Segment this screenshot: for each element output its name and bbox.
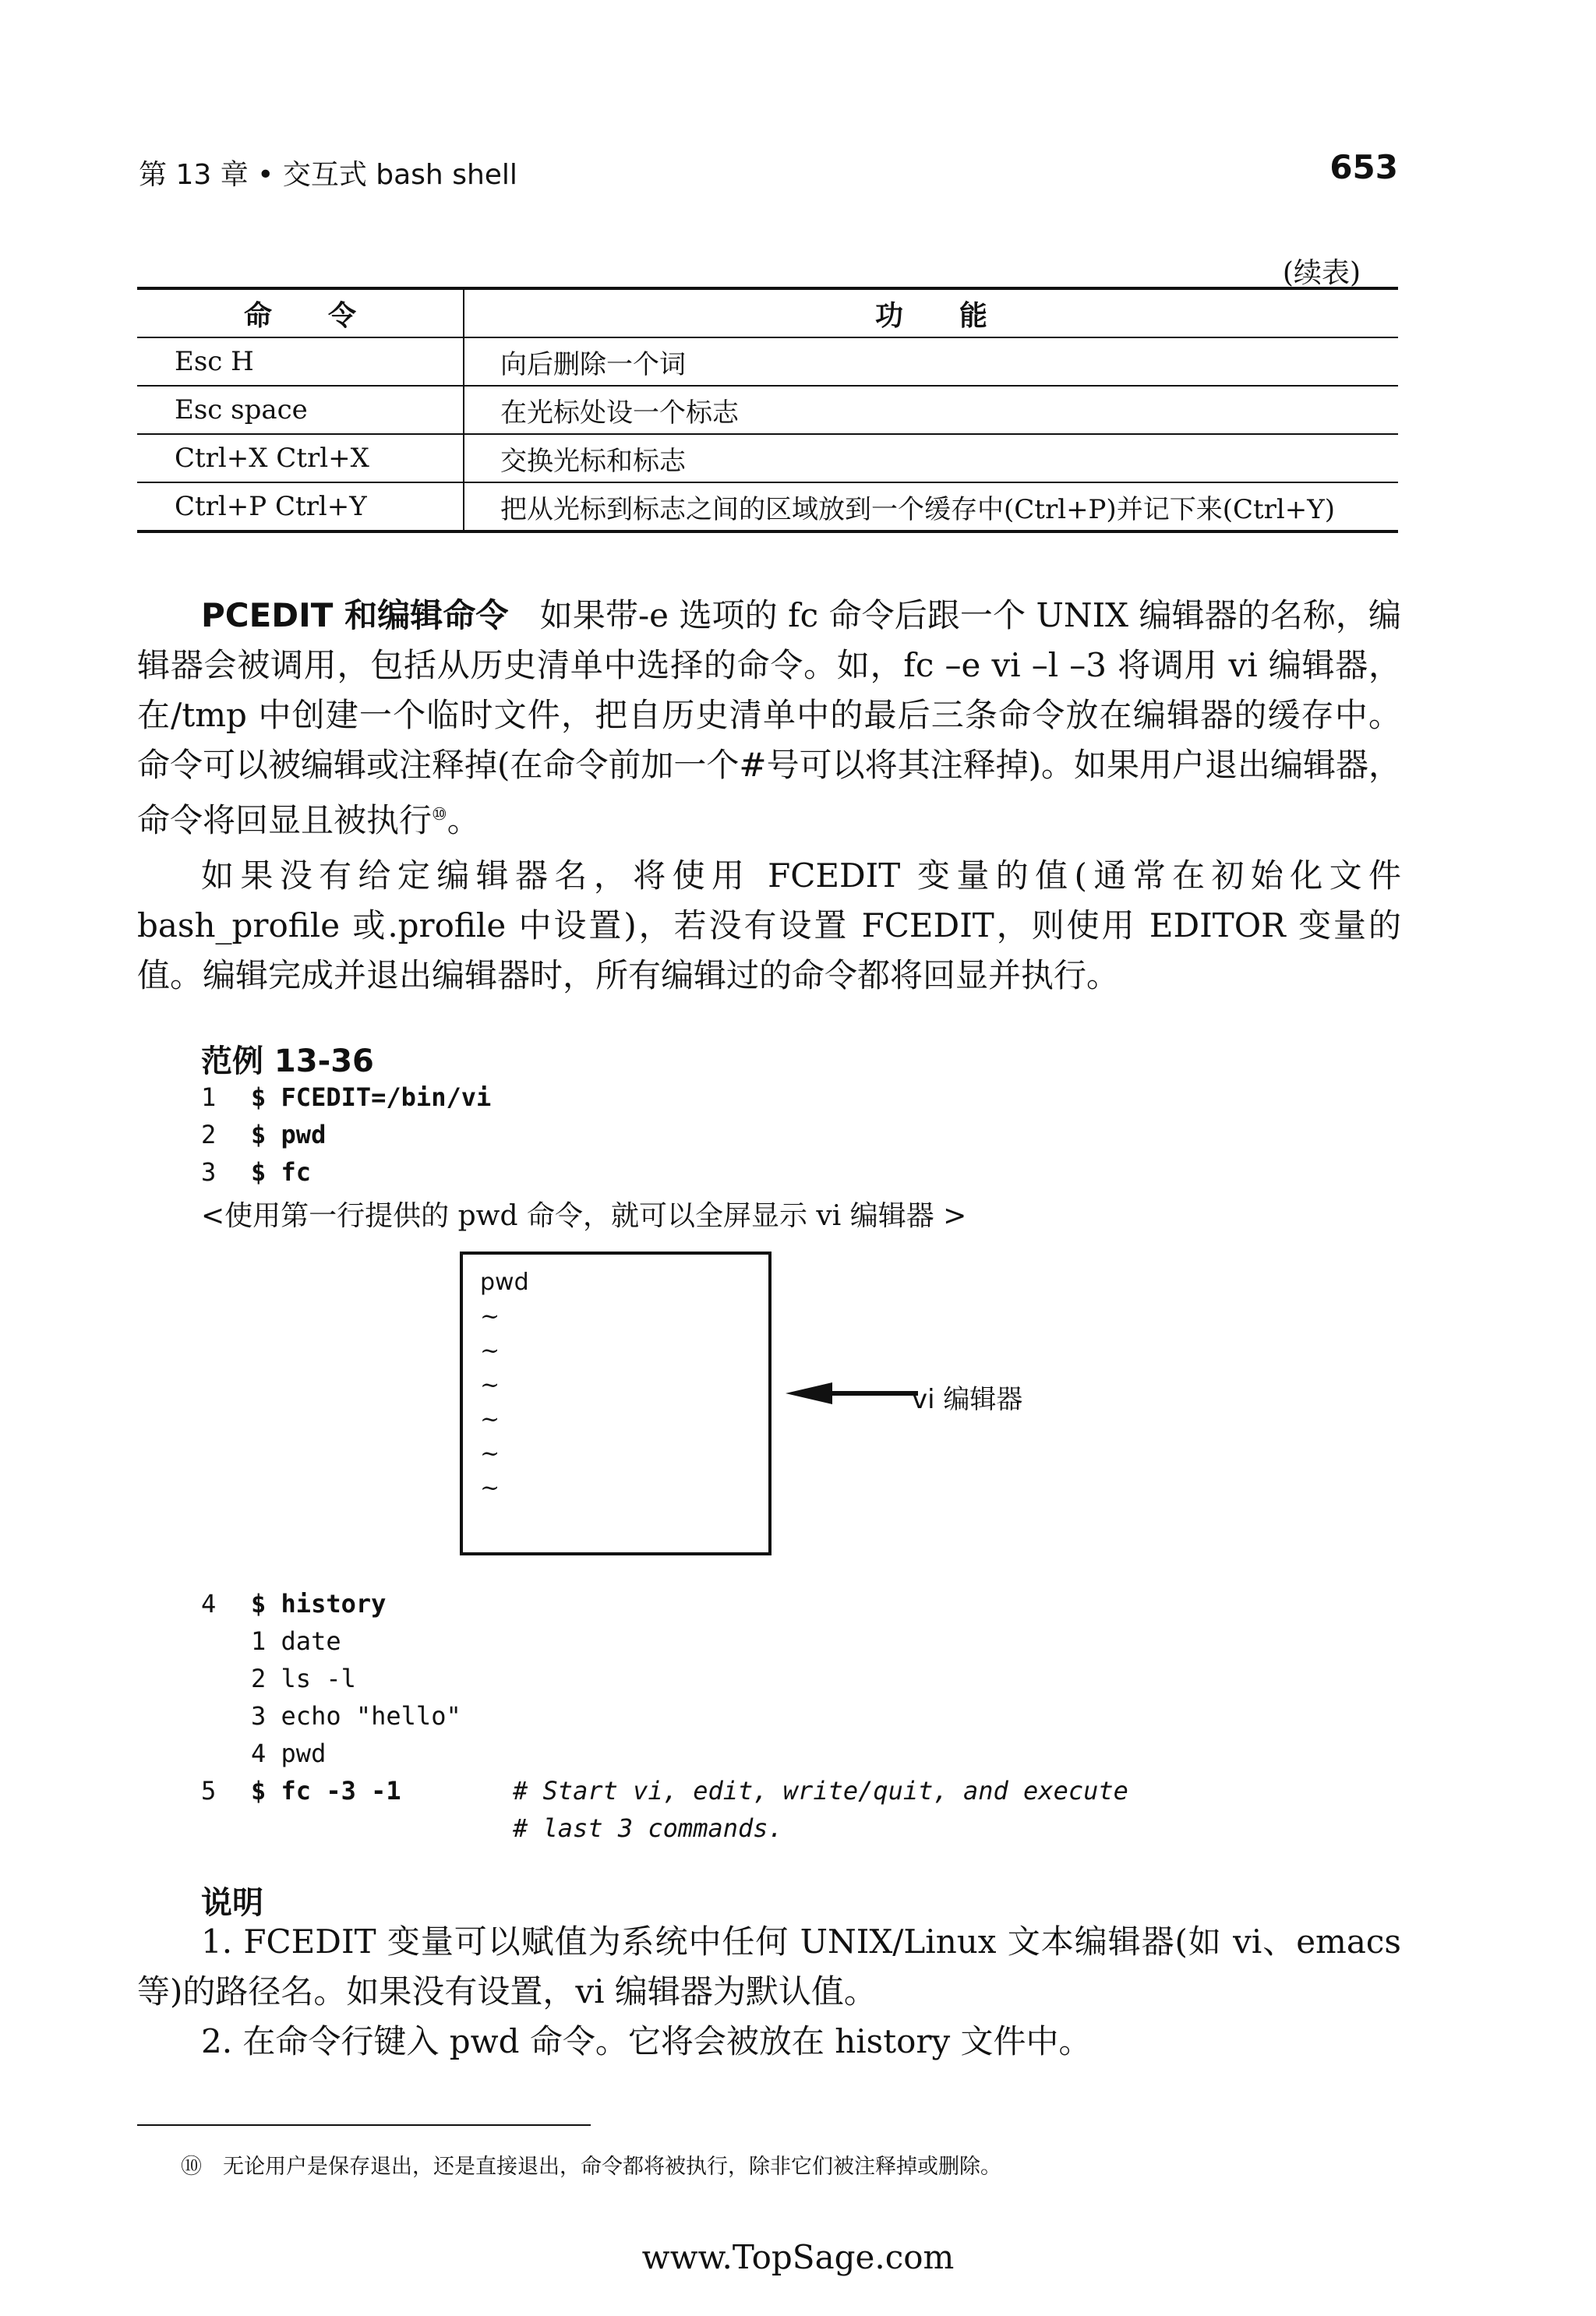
history-item: 2 ls -l [251, 1664, 356, 1693]
code-command: $ fc [251, 1157, 312, 1187]
code-line [201, 1079, 491, 1116]
table-row [137, 482, 1398, 531]
code-command: $ pwd [251, 1120, 327, 1149]
table-continued-label: (续表) [1282, 257, 1361, 289]
paragraph-fcedit: 如果没有给定编辑器名，将使用 FCEDIT 变量的值(通常在初始化文件 bash_profile 或.profile 中设置)，若没有设置 FCEDIT，则使用 EDITOR 变量的值。编辑完成并退出编辑器时，所有编辑过的命令都将回显并执行。 [137, 856, 1401, 994]
example-code-block [201, 1079, 491, 1191]
note-item-2: 2. 在命令行键入 pwd 命令。它将会被放在 history 文件中。 [201, 2022, 1092, 2060]
note-item-1: 1. FCEDIT 变量可以赋值为系统中任何 UNIX/Linux 文本编辑器(如 vi、emacs 等)的路径名。如果没有设置，vi 编辑器为默认值。 [137, 1922, 1401, 2011]
vi-first-line: pwd [480, 1269, 529, 1296]
footnote: ⑩ 无论用户是保存退出，还是直接退出，命令都将被执行，除非它们被注释掉或删除。 [181, 2155, 1001, 2179]
vi-tilde: ~ [480, 1474, 500, 1502]
history-item: 3 echo "hello" [251, 1701, 461, 1731]
line-number: 2 [201, 1120, 217, 1149]
notes-title: 说明 [201, 1885, 263, 1921]
code-command: $ FCEDIT=/bin/vi [251, 1082, 492, 1112]
cell-function: 向后删除一个词 [500, 348, 686, 380]
command-table [137, 287, 1398, 533]
history-code-block [201, 1585, 1128, 1847]
example-note: <使用第一行提供的 pwd 命令，就可以全屏显示 vi 编辑器 > [201, 1200, 967, 1232]
table-row [137, 386, 1398, 434]
cell-function: 把从光标到标志之间的区域放到一个缓存中(Ctrl+P)并记下来(Ctrl+Y) [500, 493, 1335, 525]
header-command: 命 令 [137, 288, 464, 337]
site-footer: www.TopSage.com [641, 2238, 955, 2276]
code-command: $ history [251, 1589, 387, 1619]
paragraph-text: 如果带-e 选项的 fc 命令后跟一个 UNIX 编辑器的名称，编辑器会被调用，包括从历史清单中选择的命令。如，fc –e vi –l –3 将调用 vi 编辑器，在/tmp 中创建一个临时文件，把自历史清单中的最后三条命令放在编辑器的缓存中。命令可以被编辑或注释掉(在命令前加一个#号可以将其注释掉)。如果用户退出编辑器，命令将回显且被执行 [137, 596, 1402, 839]
code-line [201, 1809, 1128, 1847]
history-item: 1 date [251, 1626, 341, 1656]
paragraph-end: 。 [447, 801, 480, 839]
table-row [137, 434, 1398, 482]
table-row [137, 337, 1398, 386]
code-line [201, 1116, 491, 1153]
vi-tilde: ~ [480, 1372, 500, 1399]
code-comment: # last 3 commands. [513, 1813, 783, 1843]
code-command: $ fc -3 -1 [251, 1776, 401, 1806]
line-number: 3 [201, 1157, 217, 1187]
code-line [201, 1585, 1128, 1622]
cell-command: Ctrl+X Ctrl+X [137, 434, 464, 482]
header-function: 功 能 [874, 298, 987, 332]
line-number: 1 [201, 1082, 217, 1112]
code-line [201, 1153, 491, 1191]
cell-command: Ctrl+P Ctrl+Y [137, 482, 464, 531]
vi-tilde: ~ [480, 1440, 500, 1467]
footnote-divider [137, 2124, 591, 2126]
vi-tilde: ~ [480, 1337, 500, 1365]
line-number: 4 [201, 1589, 217, 1619]
history-item: 4 pwd [251, 1739, 327, 1768]
vi-editor-screen [460, 1252, 772, 1555]
vi-tilde: ~ [480, 1303, 500, 1330]
example-title: 范例 13-36 [201, 1043, 374, 1079]
table-header-row [137, 288, 1398, 337]
vi-editor-label: vi 编辑器 [912, 1384, 1023, 1415]
chapter-header: 第 13 章 • 交互式 bash shell [139, 159, 517, 191]
vi-tilde: ~ [480, 1406, 500, 1433]
paragraph-lead: PCEDIT 和编辑命令 [201, 596, 509, 634]
code-line [201, 1772, 1128, 1809]
cell-command: Esc space [137, 386, 464, 434]
cell-function: 在光标处设一个标志 [500, 397, 739, 429]
paragraph-pcedit [137, 591, 1401, 846]
cell-function: 交换光标和标志 [500, 445, 686, 477]
line-number: 5 [201, 1776, 217, 1806]
footnote-marker[interactable]: ⑩ [432, 805, 447, 824]
cell-command: Esc H [137, 337, 464, 386]
code-comment: # Start vi, edit, write/quit, and execute [513, 1776, 1128, 1806]
page-number: 653 [1329, 148, 1398, 186]
